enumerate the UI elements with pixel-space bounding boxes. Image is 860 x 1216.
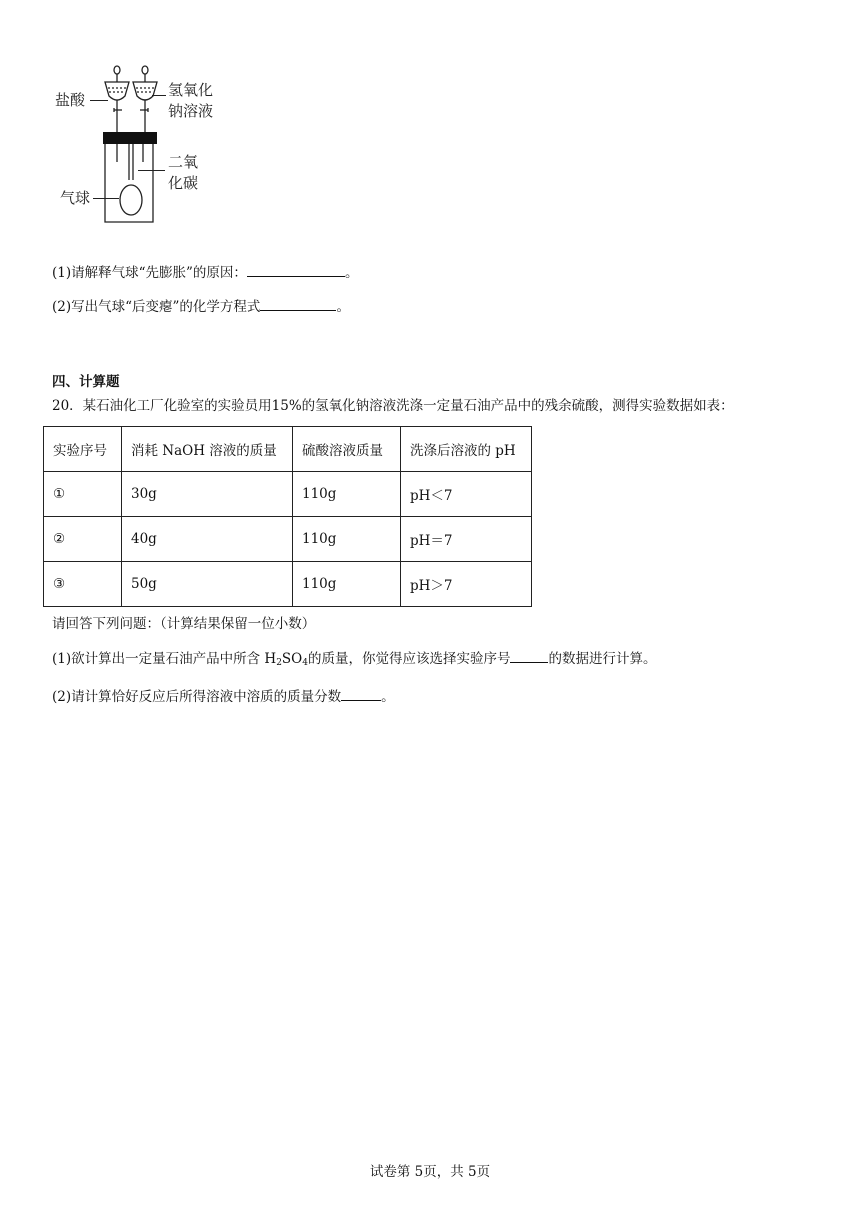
table-row [44,562,532,607]
label-co2-leader [138,170,165,171]
label-naoh-line1: 氢氧化 [168,81,214,99]
table-cell: ① [44,472,122,517]
table-header-cell: 消耗 NaOH 溶液的质量 [122,427,293,472]
table-header-cell: 硫酸溶液质量 [293,427,401,472]
table-cell: pH＝7 [401,517,532,562]
label-hcl-leader [90,100,108,101]
table-cell: pH＞7 [401,562,532,607]
table-cell: ③ [44,562,122,607]
naoh-funnel [133,66,157,134]
label-naoh-line2: 钠溶液 [168,102,214,120]
q19-sub2-end: 。 [336,299,350,315]
label-balloon-leader [93,198,119,199]
q20-sub2-end: 。 [381,689,395,705]
label-co2-line1: 二氧 [168,153,199,171]
q19-sub2-blank[interactable] [260,296,336,311]
table-row [44,517,532,562]
table-cell: 110g [293,472,401,517]
table-cell: 50g [122,562,293,607]
q20-sub1-text-b: SO [281,651,303,667]
q20-sub1-text-c: 的质量，你觉得应该选择实验序号 [307,651,511,667]
q19-sub1-end: 。 [344,265,359,281]
q20-sub1 [52,648,656,673]
q20-prompt: 请回答下列问题：（计算结果保留一位小数） [52,616,316,632]
rubber-stopper [103,132,157,144]
table-row [44,472,532,517]
q19-sub2-text: (2)写出气球“后变瘪”的化学方程式 [52,299,261,315]
table-cell: pH＜7 [401,472,532,517]
label-balloon: 气球 [60,189,91,207]
q20-sub2-blank[interactable] [341,686,381,701]
q20-stem: 20．某石油化工厂化验室的实验员用15%的氢氧化钠溶液洗涤一定量石油产品中的残余硫酸，测得实验数据如表： [52,398,734,414]
q20-sub1-blank[interactable] [510,648,548,663]
q19-sub1-blank[interactable] [247,262,345,277]
table-cell: ② [44,517,122,562]
hcl-funnel [105,66,129,134]
q19-sub2 [52,296,350,317]
q20-sub1-text-a: (1)欲计算出一定量石油产品中所含 H [52,651,277,667]
table-cell: 110g [293,562,401,607]
q20-sub1-subscript: 2 [276,658,282,668]
q19-sub1-text: (1)请解释气球“先膨胀”的原因： [52,265,247,281]
q19-sub1 [52,262,358,283]
table-header-cell: 实验序号 [44,427,122,472]
q20-sub1-subscript: 4 [302,658,308,668]
q20-sub1-end: 的数据进行计算。 [548,651,657,667]
table-cell: 30g [122,472,293,517]
label-co2-line2: 化碳 [168,174,199,192]
experiment-table [43,426,532,607]
apparatus-diagram [95,62,175,232]
balloon-shape [120,185,142,215]
label-naoh-leader [152,95,166,96]
table-cell: 40g [122,517,293,562]
q20-sub2 [52,686,395,707]
page-footer: 试卷第 5页，共 5页 [369,1164,491,1180]
q20-sub2-text: (2)请计算恰好反应后所得溶液中溶质的质量分数 [52,689,342,705]
table-header-cell: 洗涤后溶液的 pH [401,427,532,472]
label-hcl: 盐酸 [55,91,86,109]
section-title: 四、计算题 [52,374,120,390]
table-header-row [44,427,532,472]
table-cell: 110g [293,517,401,562]
